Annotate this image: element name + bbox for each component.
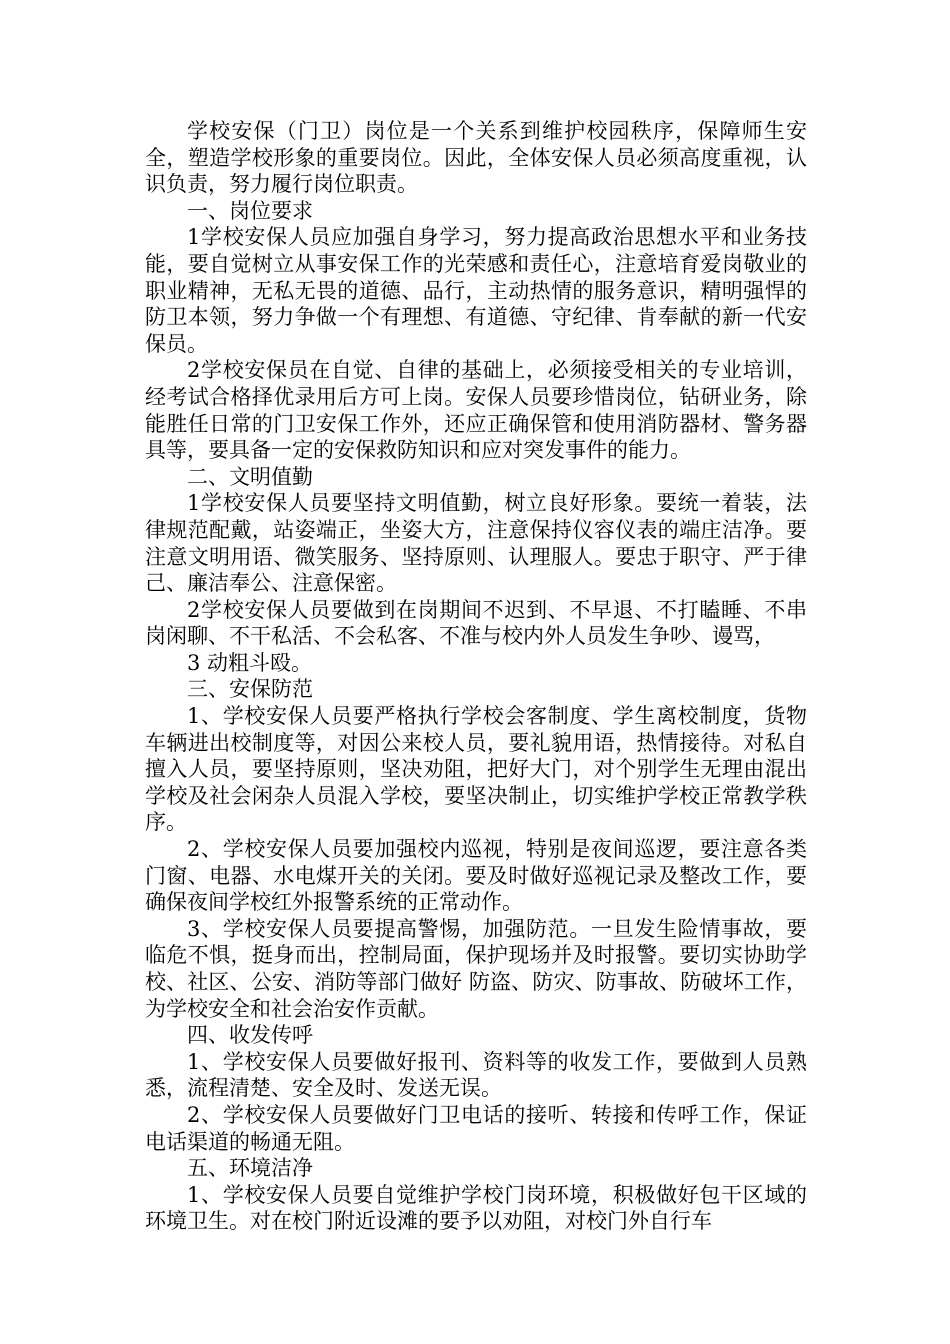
section-2-heading: 二、文明值勤 [187, 464, 313, 489]
intro-paragraph: 学校安保（门卫）岗位是一个关系到维护校园秩序，保障师生安全，塑造学校形象的重要岗位。因此，全体安保人员必须高度重视，认识负责，努力履行岗位职责。 [145, 119, 807, 197]
section-4-paragraph-1: 1、学校安保人员要做好报刊、资料等的收发工作，要做到人员熟悉，流程清楚、安全及时、发送无误。 [145, 1049, 807, 1101]
section-5-heading: 五、环境洁净 [187, 1156, 313, 1181]
section-2-paragraph-3: 3 动粗斗殴。 [187, 650, 313, 675]
section-4-heading: 四、收发传呼 [187, 1023, 313, 1048]
section-4-paragraph-2: 2、学校安保人员要做好门卫电话的接听、转接和传呼工作，保证电话渠道的畅通无阻。 [145, 1102, 807, 1154]
section-1-paragraph-1: 1学校安保人员应加强自身学习，努力提高政治思想水平和业务技能，要自觉树立从事安保工作的光荣感和责任心，注意培育爱岗敬业的职业精神，无私无畏的道德、品行，主动热情的服务意识，精明强悍的防卫本领，努力争做一个有理想、有道德、守纪律、肯奉献的新一代安保员。 [145, 225, 807, 356]
section-1-paragraph-2: 2学校安保员在自觉、自律的基础上，必须接受相关的专业培训，经考试合格择优录用后方可上岗。安保人员要珍惜岗位，钻研业务，除能胜任日常的门卫安保工作外，还应正确保管和使用消防器材、警务器具等，要具备一定的安保救防知识和应对突发事件的能力。 [145, 358, 807, 463]
section-3-heading: 三、安保防范 [187, 677, 313, 702]
section-2-paragraph-1: 1学校安保人员要坚持文明值勤，树立良好形象。要统一着装，法律规范配戴，站姿端正，坐姿大方，注意保持仪容仪表的端庄洁净。要注意文明用语、微笑服务、坚持原则、认理服人。要忠于职守、严于律己、廉洁奉公、注意保密。 [145, 491, 807, 596]
section-3-paragraph-2: 2、学校安保人员要加强校内巡视，特别是夜间巡逻，要注意各类门窗、电器、水电煤开关的关闭。要及时做好巡视记录及整改工作，要确保夜间学校红外报警系统的正常动作。 [145, 837, 807, 915]
section-1-heading: 一、岗位要求 [187, 198, 313, 223]
section-3-paragraph-3: 3、学校安保人员要提高警惕，加强防范。一旦发生险情事故，要临危不惧，挺身而出，控制局面，保护现场并及时报警。要切实协助学校、社区、公安、消防等部门做好 防盗、防灾、防事故、防破坏工作，为学校安全和社会治安作贡献。 [145, 916, 807, 1021]
section-3-paragraph-1: 1、学校安保人员要严格执行学校会客制度、学生离校制度，货物车辆进出校制度等，对因公来校人员，要礼貌用语，热情接待。对私自擅入人员，要坚持原则，坚决劝阻，把好大门，对个别学生无理由混出学校及社会闲杂人员混入学校，要坚决制止，切实维护学校正常教学秩序。 [145, 704, 807, 835]
section-2-paragraph-2: 2学校安保人员要做到在岗期间不迟到、不早退、不打瞌睡、不串岗闲聊、不干私活、不会私客、不准与校内外人员发生争吵、谩骂， [145, 597, 807, 649]
document-page [145, 118, 807, 1235]
section-5-paragraph-1: 1、学校安保人员要自觉维护学校门岗环境，积极做好包干区域的环境卫生。对在校门附近设滩的要予以劝阻，对校门外自行车 [145, 1182, 807, 1234]
